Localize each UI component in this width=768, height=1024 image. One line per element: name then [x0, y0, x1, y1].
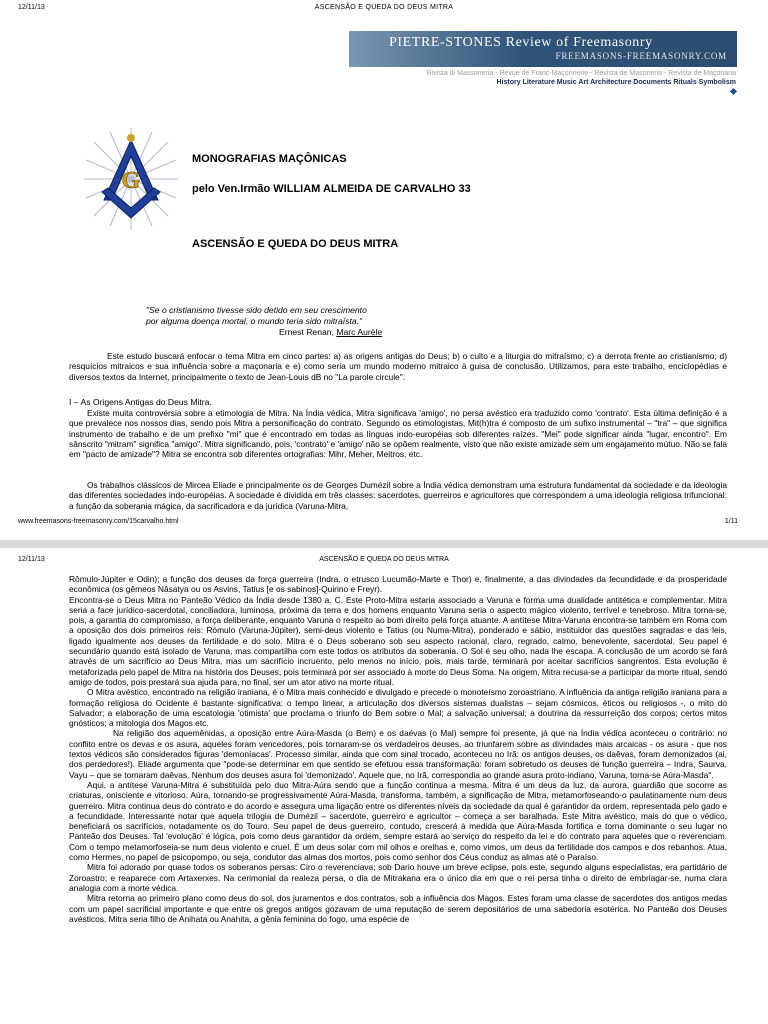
body-paragraph: Na religião dos aquemênidas, a oposição entre Aúra-Masda (o Bem) e os daévas (o Mal) sempre foi presente, já que na Índia védica aconteceu o contrário: no conflito entre os devas e os asura, aqueles foram vencedores, pois tornaram-se os verdadeiros deuses, ao triunfarem sobre as divindades mais arcaicas - os asura - que nos textos védicos são considerados figuras 'demoníacas'. Processo similar, ainda que com sinal trocado, aconteceu no Irã: os antigos deuses, os daêvas, foram demonizados (ai, dos perdedores!). Eliade argumenta que "pode-se determinar em que sentido se efetuou essa transformação: foram sobretudo os deuses de função guerreira – Indra, Saurva, Vayu – que se tornaram daêvas. Nenhum dos deuses asura foi 'demonizado'. Aquele que, no Irã, correspondia ao grande asura proto-indiano, Varuna, torna-se Aúra-Masda".	[69, 728, 727, 780]
epigraph-source-link[interactable]: Marc Aurèle	[336, 327, 383, 337]
epigraph-line-1: "Se o cristianismo tivesse sido detido em seu crescimento	[146, 305, 367, 315]
square-and-compasses-logo	[82, 126, 180, 232]
body-paragraph: Aqui, a antítese Varuna-Mitra é substituída pelo duo Mitra-Aúra sendo que a função continua a mesma. Mitra é um deus da luz, da aurora, guardião que socorre as criaturas, onisciente e vitorioso. Aúra, tornando-se progressivamente Aúra-Masda, transforma, também, a significação de Mitra, metamorfoseando-o paulatinamente num deus guerreiro. Mitra continua deus do contrato e do acordo e assegura uma ligação entre os diferentes níveis da sociedade da qual é garantidor da ordem, representada pelo gado e a fecundidade. Interessante notar que aquela trilogia de Dumézil – sacerdote, guerreiro e agricultor – começa a ser baralhada. Este Mitra avéstico, mais do que o védico, beneficiará os sacrifícios, notadamente os do Touro. Seu papel de deus guerreiro, contudo, crescerá à medida que Aúra-Masda fortifica e torna dominante o seu lugar no Panteão dos Deuses. Tal 'evolução' é lógica, pois como deus garantidor da ordem, sempre estará ao serviço do respeito da lei e do contrato para aqueles que o reverenciam. Com o tempo metamorfoseia-se num deus violento e cruel. É um deus solar com mil olhos e orelhas e, como vimos, um deus da fertilidade dos campos e dos rebanhos. Atua, como Hermes, no papel de psicopompo, ou seja, condutor das almas dos mortos, pois como senhor dos Céus conduz as almas até o Paraíso.	[69, 779, 727, 863]
site-banner[interactable]	[349, 31, 737, 67]
page-header-date: 12/11/13	[18, 556, 45, 563]
body-paragraph: Os trabalhos clássicos de Mircea Eliade e principalmente os de Georges Dumézil sobre a Índia védica demonstram uma estrutura fundamental da sociedade e da ideologia das diferentes sociedades indo-européias. A sociedade é dividida em três classes: sacerdotes, guerreiros e agricultores que correspondem a uma ideologia religiosa trifuncional: a função da soberania mágica, da sacrificadora e da jurídica (Varuna-Mitra,	[69, 480, 727, 511]
body-paragraph: Encontra-se o Deus Mitra no Panteão Védico da Índia desde 1380 a. C. Este Proto-Mitra estaria associado a Varuna e forma uma dualidade antitética e complementar. Mitra seria a face jurídico-sacerdotal, conciliadora, luminosa, próxima da terra e dos homens enquanto Varuna seria o aspecto mágico violento, terrível e tenebroso. Mitra torna-se, pois, a garantia do compromisso, a força deliberante, enquanto Varuna o respeito ao bom direito pela força atuante. A antítese Mitra-Varuna encontra-se também em Roma com a oposição dos dois primeiros reis: Rómulo (Varuna-Júpiter), semi-deus violento e Tatius (ou Numa-Mitra), ponderado e sábio, instituidor das questões sagradas e das leis, ligado igualmente aos deuses da fertilidade e do solo. Mitra é o Deus soberano sob seu aspecto racional, claro, regrado, calmo, benevolente, sacerdotal. Seu papel é secundário quando está isolado de Varuna, mas compartilha com este todos os atributos da soberania. O Sol é seu olho, nada lhe escapa. A conclusão de um acordo se fará através de um sacrifício ao Deus Mitra, mas um sacrifício incruento, pelo menos no início, pois, mais tarde, terminará por aceitar sacrifícios sangrentos. Esta evolução é metaforizada pelo papel de Mitra na história dos Deuses, pois terminará por ser associado à morte do Deus Soma. Na origem, Mitra recusa-se a participar da morte ritual, sendo amigo de todos, pois prestará sua ajuda para, no final, ser um ator ativo na morte ritual.	[69, 594, 727, 687]
svg-text:G: G	[121, 168, 141, 194]
page-header-title: ASCENSÃO E QUEDA DO DEUS MITRA	[319, 556, 449, 563]
intro-paragraph: Este estudo buscará enfocar o tema Mitra em cinco partes: a) as origens antigas do Deus; b) o culto e a liturgia do mitraísmo; c) a derrota frente ao cristianismo; d) resquícios mitraicos e sua influência sobre a maçonaria e e) como seria um mundo moderno mitraico à guisa de conclusão. Utilizamos, para este trabalho, enciclopédias e diversos textos da Internet, principalmente o texto de Jean-Louis dB no "La parole circule".	[69, 351, 727, 382]
author-line: pelo Ven.Irmão WILLIAM ALMEIDA DE CARVALHO 33	[192, 183, 471, 195]
epigraph-author: Ernest Renan,	[279, 327, 337, 337]
banner-subtitle: FREEMASONS-FREEMASONRY.COM	[555, 51, 727, 61]
body-paragraph: O Mitra avéstico, encontrado na religião iraniana, é o Mitra mais conhecido e divulgado e precede o monoteísmo zoroastriano. A influência da antiga religião iraniana para a formação religiosa do Ocidente é bastante significativa: o tempo linear, a articulação dos diversos sistemas dualistas – sejam cósmicos, éticos ou religiosos -, o mito do Salvador; a elaboração de uma escatologia 'otimista' que proclama o triunfo do Bem sobre o Mal; a salvação universal; a doutrina da ressurreição dos corpos; certos mitos gnósticos; a mitologia dos Magos etc.	[69, 687, 727, 729]
page-header-date: 12/11/13	[18, 4, 45, 11]
epigraph-attribution	[279, 327, 382, 337]
site-tagline: Rivista di Massoneria - Revue de Franc-Maçonnerie - Revista de Masoneria - Revista de Maçonaria	[426, 70, 736, 77]
page-footer-number: 1/11	[724, 518, 738, 525]
page-footer-url[interactable]: www.freemasons-freemasonry.com/15carvalho.html	[18, 518, 179, 525]
epigraph-line-2: por alguma doença mortal, o mundo teria sido mitraísta."	[146, 316, 363, 326]
page2-text-flow	[69, 574, 727, 924]
body-paragraph: Mitra retorna ao primeiro plano como deus do sol, dos juramentos e dos contratos, sob a influência dos Magos. Estes foram uma classe de sacerdotes dos antigos medas com um papel sacrificial importante e que entre os gregos antigos gozavam de uma reputação de serem depositários de uma sabedoria esotérica. No Panteão dos Deuses avésticos, Mitra seria filho de Anihata ou Anahita, a gênia feminina do fogo, uma espécie de	[69, 893, 727, 924]
document-page-2	[0, 548, 768, 1024]
diamond-bullet-icon	[730, 88, 737, 95]
body-paragraph: Mitra foi adorado por quase todos os soberanos persas: Ciro o reverenciava; sob Dario houve um breve eclipse, pois este, segundo alguns especialistas, era partidário de Zoroastro; e reaparece com Artaxerxes. Na cerimonial da realeza persa, o dia de Mitrakana era o único dia em que o rei persa tinha o direito de embriagar-se, numa clara analogia com a morte védica.	[69, 862, 727, 893]
page-separator	[0, 540, 768, 548]
monograph-series-title: MONOGRAFIAS MAÇÔNICAS	[192, 153, 347, 165]
body-paragraph: Rômulo-Júpiter e Odin); a função dos deuses da força guerreira (Indra, o etrusco Lucumão-Marte e Thor) e, finalmente, a das divindades da fecundidade e da prosperidade econômica (os gêmeos Nâsatya ou os Asvins, Tatius [e os sabinos]-Quirino e Freyr).	[69, 574, 727, 595]
article-title: ASCENSÃO E QUEDA DO DEUS MITRA	[192, 238, 399, 250]
page-header-title: ASCENSÃO E QUEDA DO DEUS MITRA	[314, 4, 454, 11]
section-heading: I – As Origens Antigas do Deus Mitra.	[69, 397, 212, 407]
site-sections-nav[interactable]: History Literature Music Art Architecture Documents Rituals Symbolism	[496, 79, 736, 86]
banner-title: PIETRE-STONES Review of Freemasonry	[389, 35, 653, 50]
body-paragraph: Existe muita controvérsia sobre a etimologia de Mitra. Na Índia védica, Mitra significava 'amigo', no persa avéstico era traduzido como 'contrato'. Esta última definição é a que prevalece nos nossos dias, sendo pois Mitra a personificação do contrato. Segundo os etimologistas, Mit(h)tra é composto de um sufixo instrumental – "tra" – que significa instrumento de trabalho e de um prefixo "mi" que é encontrado em todas as línguas indo-européias sob diferentes raízes. "Mei" pode significar ainda "lugar, encontro". Em sânscrito "mitram" significa "amigo". Mitra significando, pois, 'contrato' e 'amigo' não se opõem realmente, visto que não existe amizade sem um engajamento mútuo. Não se fala em "pacto de amizade"? Mitra se encontra sob diferentes ortografias: Mihr, Meher, Meitros, etc.	[69, 408, 727, 460]
